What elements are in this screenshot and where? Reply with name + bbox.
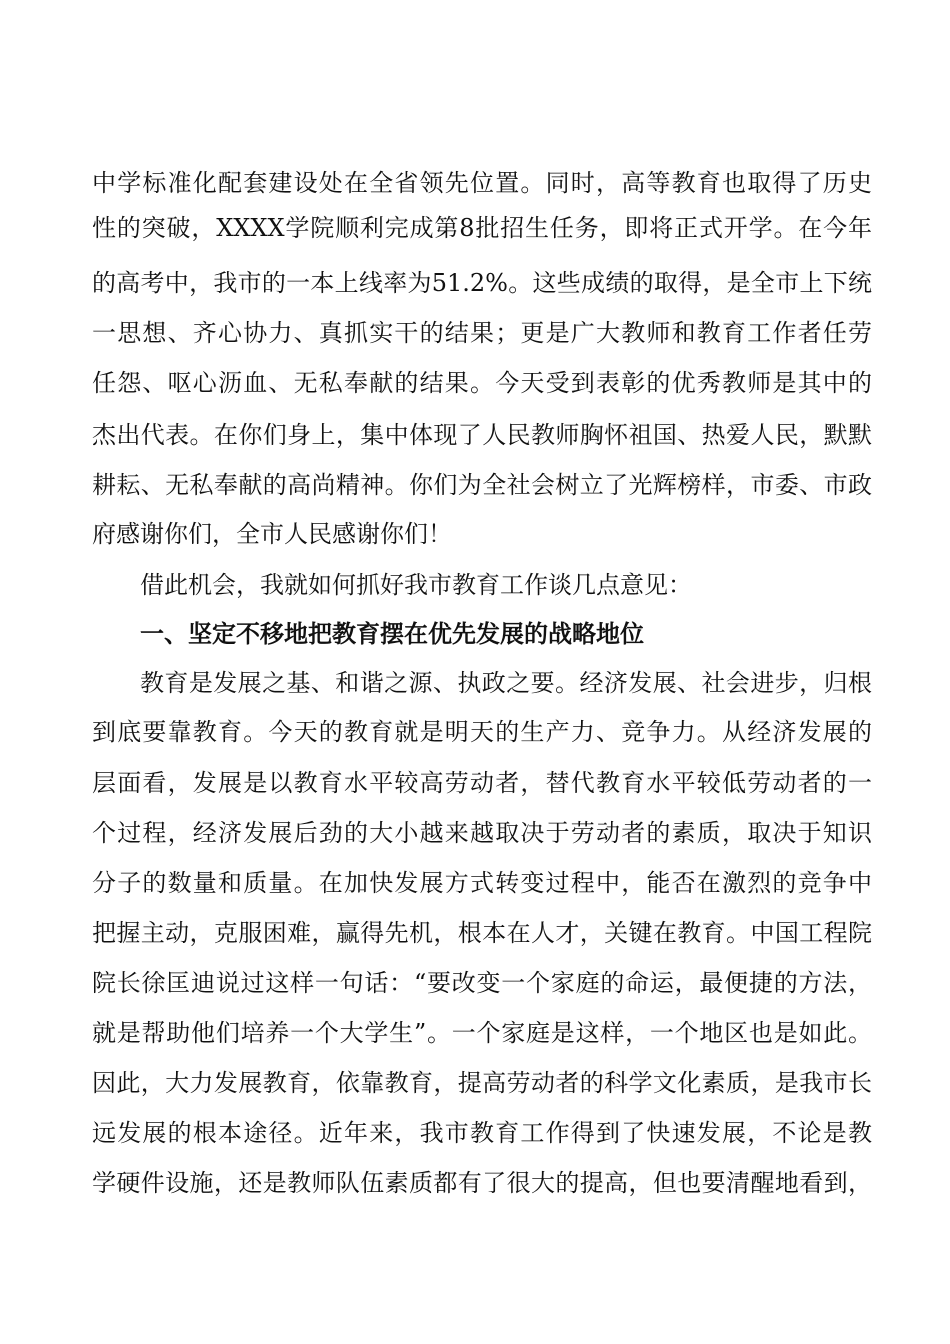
paragraph-3-line-7: 院长徐匡迪说过这样一句话：“要改变一个家庭的命运，最便捷的方法， [92,969,872,997]
paragraph-1-line-2: 性的突破，XXXX学院顺利完成第8批招生任务，即将正式开学。在今年 [92,214,872,242]
paragraph-3-line-5: 分子的数量和质量。在加快发展方式转变过程中，能否在激烈的竞争中 [92,869,872,897]
paragraph-3-line-2: 到底要靠教育。今天的教育就是明天的生产力、竞争力。从经济发展的 [92,718,872,746]
paragraph-1-line-8: 府感谢你们，全市人民感谢你们！ [92,520,452,548]
paragraph-3-line-8: 就是帮助他们培养一个大学生”。一个家庭是这样，一个地区也是如此。 [92,1019,872,1047]
paragraph-1-line-3: 的高考中，我市的一本上线率为51.2%。这些成绩的取得，是全市上下统 [92,269,872,297]
paragraph-3-line-11: 学硬件设施，还是教师队伍素质都有了很大的提高，但也要清醒地看到， [92,1169,872,1197]
paragraph-3-line-3: 层面看，发展是以教育水平较高劳动者，替代教育水平较低劳动者的一 [92,769,872,797]
paragraph-2-line-1: 借此机会，我就如何抓好我市教育工作谈几点意见： [140,571,692,599]
paragraph-1-line-4: 一思想、齐心协力、真抓实干的结果；更是广大教师和教育工作者任劳 [92,319,872,347]
paragraph-1-line-6: 杰出代表。在你们身上，集中体现了人民教师胸怀祖国、热爱人民，默默 [92,421,872,449]
section-heading-1: 一、坚定不移地把教育摆在优先发展的战略地位 [140,620,644,648]
paragraph-3-line-6: 把握主动，克服困难，赢得先机，根本在人才，关键在教育。中国工程院 [92,919,872,947]
paragraph-3-line-9: 因此，大力发展教育，依靠教育，提高劳动者的科学文化素质，是我市长 [92,1069,872,1097]
paragraph-1-line-7: 耕耘、无私奉献的高尚精神。你们为全社会树立了光辉榜样，市委、市政 [92,471,872,499]
paragraph-3-line-1: 教育是发展之基、和谐之源、执政之要。经济发展、社会进步，归根 [140,669,872,697]
paragraph-3-line-4: 个过程，经济发展后劲的大小越来越取决于劳动者的素质，取决于知识 [92,819,872,847]
paragraph-3-line-10: 远发展的根本途径。近年来，我市教育工作得到了快速发展，不论是教 [92,1119,872,1147]
paragraph-1-line-1: 中学标准化配套建设处在全省领先位置。同时，高等教育也取得了历史 [92,169,872,197]
paragraph-1-line-5: 任怨、呕心沥血、无私奉献的结果。今天受到表彰的优秀教师是其中的 [92,369,872,397]
